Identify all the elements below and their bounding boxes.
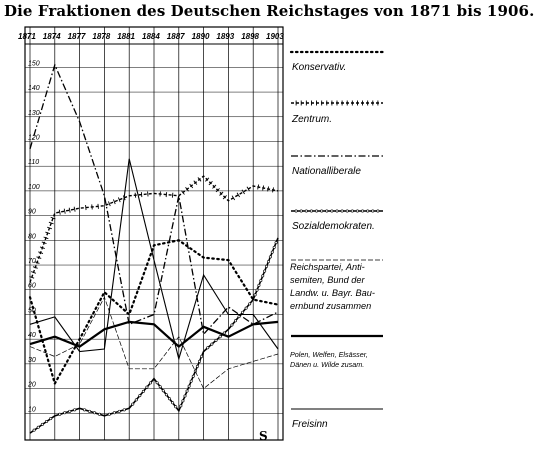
year-label: 1877 xyxy=(67,32,86,41)
series-sozd-mark xyxy=(256,289,258,291)
series-sozd-mark xyxy=(254,294,256,296)
series-sozd-mark xyxy=(190,380,192,382)
legend-label-polen: Dänen u. Wilde zusam. xyxy=(290,360,365,369)
series-sozd-mark xyxy=(142,390,144,392)
series-sozd-mark xyxy=(93,412,95,414)
series-sozd-mark xyxy=(186,390,188,392)
legend-line-sozd-mark xyxy=(341,210,343,212)
year-label: 1898 xyxy=(241,32,259,41)
series-sozd-mark xyxy=(156,382,158,384)
series-sozd-mark xyxy=(184,395,186,397)
series-sozd-mark xyxy=(118,410,120,412)
legend-line-sozd-mark xyxy=(356,210,358,212)
series-zent-mark xyxy=(258,184,259,189)
y-tick-label: 70 xyxy=(28,258,36,266)
series-zent-mark xyxy=(59,210,60,215)
series-sozd-mark xyxy=(37,426,39,428)
series-sozd-mark xyxy=(83,409,85,411)
series-zent-mark xyxy=(74,207,75,212)
y-tick-label: 60 xyxy=(28,282,36,290)
legend-label-reich: Landw. u. Bayr. Bau- xyxy=(290,288,375,298)
series-sozd-mark xyxy=(211,343,213,345)
year-label: 1878 xyxy=(92,32,111,41)
series-sozd-mark xyxy=(146,386,148,388)
series-sozd-mark xyxy=(162,390,164,392)
series-sozd-mark xyxy=(98,413,100,415)
series-zent-mark xyxy=(108,201,110,206)
legend-label-reich: ernbund zusammen xyxy=(290,301,372,311)
y-tick-label: 100 xyxy=(28,183,40,191)
year-label: 1903 xyxy=(266,32,284,41)
y-tick-label: 30 xyxy=(28,356,36,364)
y-tick-label: 40 xyxy=(28,332,36,340)
series-zent-mark xyxy=(113,199,115,204)
series-sozd-mark xyxy=(49,417,51,419)
legend-line-sozd-mark xyxy=(361,210,363,212)
year-label: 1881 xyxy=(117,32,135,41)
series-sozd-mark xyxy=(33,429,35,431)
legend-line-sozd-mark xyxy=(366,210,368,212)
y-tick-label: 120 xyxy=(28,134,40,142)
y-tick-label: 10 xyxy=(28,406,36,414)
legend-label-natl: Nationalliberale xyxy=(292,166,361,177)
series-sozd-mark xyxy=(265,265,267,267)
series-sozd-mark xyxy=(171,402,173,404)
series-sozd-mark xyxy=(182,400,184,402)
legend-line-sozd-mark xyxy=(300,210,302,212)
y-tick-label: 130 xyxy=(28,109,40,117)
series-sozd-mark xyxy=(108,413,110,415)
series-sozd-mark xyxy=(231,324,233,326)
series-sozd-mark xyxy=(41,423,43,425)
y-tick-label: 20 xyxy=(28,381,36,389)
series-sozd-mark xyxy=(132,403,134,405)
legend-line-sozd-mark xyxy=(336,210,338,212)
legend-line-sozd-mark xyxy=(315,210,317,212)
signature-mark: S xyxy=(259,429,268,443)
legend-line-sozd-mark xyxy=(310,210,312,212)
series-sozd-mark xyxy=(165,394,167,396)
legend-sample-sozd xyxy=(291,210,383,212)
legend-label-reich: semiten, Bund der xyxy=(290,275,365,285)
legend-line-sozd-mark xyxy=(372,210,374,212)
series-sozd-mark xyxy=(271,251,273,253)
series-sozd-mark xyxy=(88,410,90,412)
x-axis-year-labels xyxy=(18,32,284,41)
chart-title: Die Fraktionen des Deutschen Reichstages von 1871 bis 1906. xyxy=(4,2,534,20)
year-label: 1871 xyxy=(18,32,36,41)
legend-label-kons: Konservativ. xyxy=(292,62,347,73)
year-label: 1874 xyxy=(42,32,61,41)
series-sozd-mark xyxy=(248,303,250,305)
year-label: 1893 xyxy=(216,32,235,41)
series-sozd-mark xyxy=(245,307,247,309)
series-sozd-mark xyxy=(159,386,161,388)
series-sozd-mark xyxy=(200,355,202,357)
legend-label-polen: Polen, Welfen, Elsässer, xyxy=(290,350,368,359)
y-tick-label: 110 xyxy=(28,159,40,167)
series-zent-mark xyxy=(273,187,274,192)
series-zent-mark xyxy=(263,185,264,190)
legend-label-zent: Zentrum. xyxy=(292,114,333,125)
series-sozd-mark xyxy=(267,260,269,262)
legend-sample-zent xyxy=(291,101,383,106)
y-tick-label: 80 xyxy=(28,233,36,241)
legend-label-reich: Reichspartei, Anti- xyxy=(290,262,365,272)
y-tick-label: 150 xyxy=(28,60,40,68)
y-axis-tick-labels xyxy=(27,60,40,413)
series-sozd-mark xyxy=(198,360,200,362)
series-sozd-mark xyxy=(59,413,61,415)
legend-line-sozd-mark xyxy=(351,210,353,212)
series-sozd-mark xyxy=(234,320,236,322)
legend-line-sozd-mark xyxy=(377,210,379,212)
legend-line-sozd-mark xyxy=(295,210,297,212)
legend-label-sozd: Sozialdemokraten. xyxy=(292,221,375,232)
series-zent-mark xyxy=(268,186,269,191)
series-sozd-mark xyxy=(113,412,115,414)
series-sozd-mark xyxy=(273,246,275,248)
y-tick-label: 90 xyxy=(28,208,36,216)
year-label: 1884 xyxy=(142,32,160,41)
series-sozd-mark xyxy=(275,241,277,243)
legend-label-frei: Freisinn xyxy=(292,419,328,430)
series-zent-mark xyxy=(64,209,65,214)
series-sozd-mark xyxy=(194,370,196,372)
series-zent-mark xyxy=(69,208,70,213)
legend-line-sozd-mark xyxy=(305,210,307,212)
series-sozd-mark xyxy=(263,270,265,272)
series-sozd-mark xyxy=(262,275,264,277)
series-sozd-mark xyxy=(207,347,209,349)
series-sozd-mark xyxy=(168,398,170,400)
legend xyxy=(290,52,383,430)
series-sozd-mark xyxy=(188,385,190,387)
series-sozd-mark xyxy=(175,406,177,408)
series-sozd-mark xyxy=(73,409,75,411)
series-sozd-mark xyxy=(180,405,182,407)
y-tick-label: 140 xyxy=(28,85,40,93)
year-label: 1887 xyxy=(166,32,185,41)
series-sozd-mark xyxy=(215,339,217,341)
series-sozd-mark xyxy=(241,311,243,313)
legend-line-sozd-mark xyxy=(346,210,348,212)
series-sozd-mark xyxy=(258,284,260,286)
series-sozd-mark xyxy=(149,382,151,384)
series-sozd-mark xyxy=(238,315,240,317)
series-sozd-mark xyxy=(68,410,70,412)
series-sozd-mark xyxy=(139,394,141,396)
series-sozd-mark xyxy=(260,279,262,281)
series-sozd-mark xyxy=(192,375,194,377)
year-label: 1890 xyxy=(191,32,210,41)
series-sozd-mark xyxy=(123,409,125,411)
legend-line-sozd-mark xyxy=(326,210,328,212)
series-sozd-mark xyxy=(196,365,198,367)
series-sozd-mark xyxy=(269,256,271,258)
series-sozd-mark xyxy=(135,399,137,401)
series-sozd-mark xyxy=(219,335,221,337)
legend-line-sozd-mark xyxy=(320,210,322,212)
series-sozd-mark xyxy=(64,412,66,414)
y-tick-label: 50 xyxy=(28,307,36,315)
series-sozd-mark xyxy=(45,420,47,422)
legend-line-sozd-mark xyxy=(331,210,333,212)
